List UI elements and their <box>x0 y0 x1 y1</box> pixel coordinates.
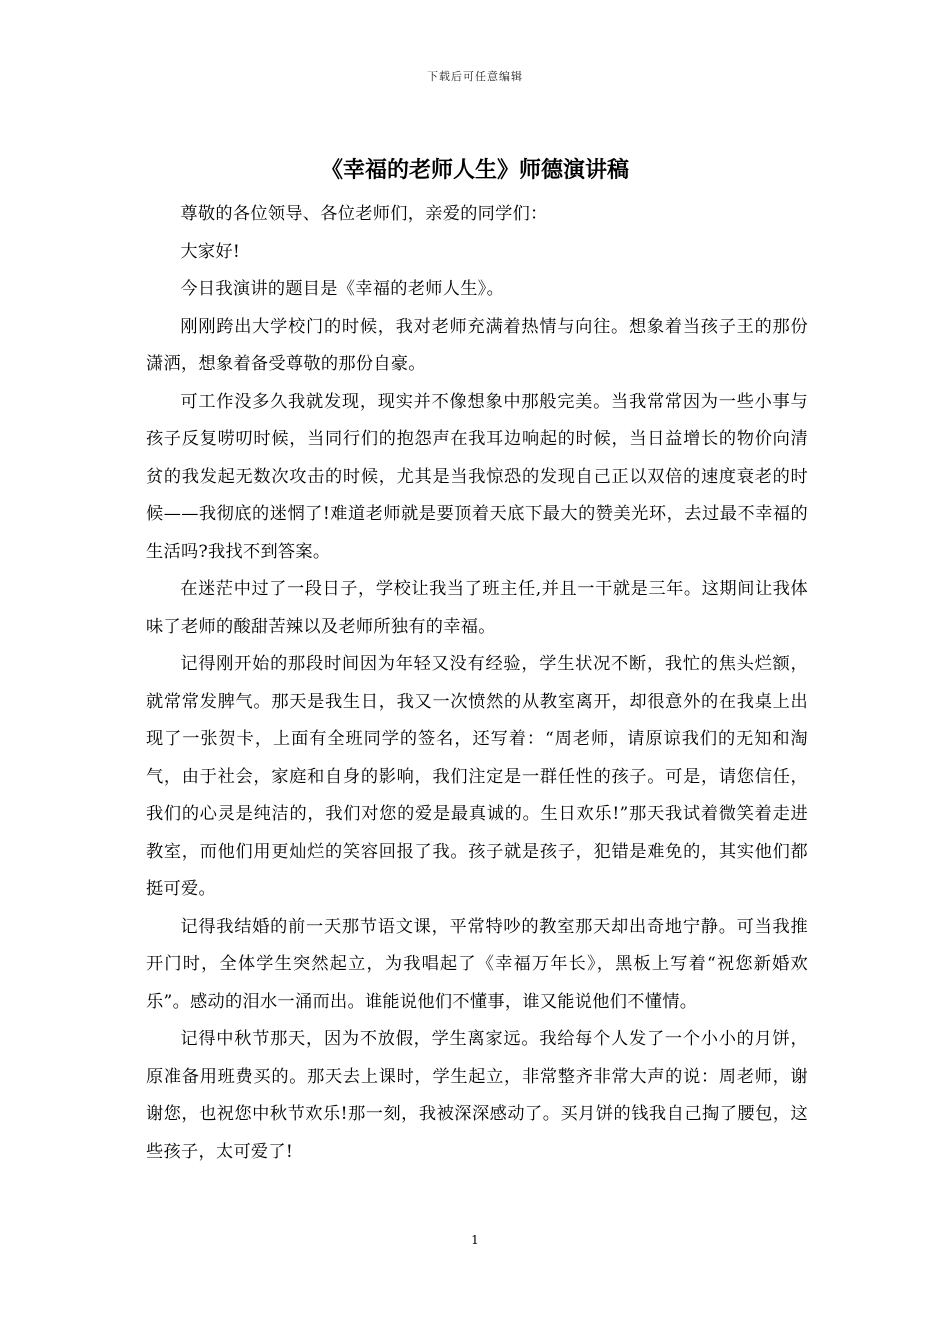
document-title: 《幸福的老师人生》师德演讲稿 <box>320 157 629 183</box>
paragraph-greeting: 尊敬的各位领导、各位老师们，亲爱的同学们： <box>180 204 548 224</box>
page-number: 1 <box>471 1233 479 1247</box>
paragraph: 记得我结婚的前一天那节语文课，平常特吵的教室那天却出奇地宁静。可当我推开门时，全体学生突然起立，为我唱起了《幸福万年长》，黑板上写着“祝您新婚欢乐”。感动的泪水一涌而出。谁能说他们不懂事，谁又能说他们不懂情。 <box>146 916 808 1012</box>
paragraph-topic: 今日我演讲的题目是《幸福的老师人生》。 <box>180 279 505 299</box>
paragraph: 记得中秋节那天，因为不放假，学生离家远。我给每个人发了一个小小的月饼，原准备用班费买的。那天去上课时，学生起立，非常整齐非常大声的说：周老师，谢谢您，也祝您中秋节欢乐!那一刻，我被深深感动了。买月饼的钱我自己掏了腰包，这些孩子，太可爱了! <box>146 1029 808 1162</box>
paragraph-hello: 大家好! <box>180 241 241 262</box>
paragraph: 可工作没多久我就发现，现实并不像想象中那般完美。当我常常因为一些小事与孩子反复唠叨时候，当同行们的抱怨声在我耳边响起的时候，当日益增长的物价向清贫的我发起无数次攻击的时候，尤其是当我惊恐的发现自己正以双倍的速度衰老的时候——我彻底的迷惘了!难道老师就是要顶着天底下最大的赞美光环，去过最不幸福的生活吗?我找不到答案。 <box>146 391 808 562</box>
paragraph: 刚刚跨出大学校门的时候，我对老师充满着热情与向往。想象着当孩子王的那份潇洒，想象着备受尊敬的那份自豪。 <box>146 316 808 374</box>
document-body <box>146 196 808 1171</box>
page-header: 下载后可任意编辑 <box>427 70 523 83</box>
paragraph: 记得刚开始的那段时间因为年轻又没有经验，学生状况不断，我忙的焦头烂额，就常常发脾气。那天是我生日，我又一次愤然的从教室离开，却很意外的在我桌上出现了一张贺卡，上面有全班同学的签名，还写着：“周老师，请原谅我们的无知和淘气，由于社会，家庭和自身的影响，我们注定是一群任性的孩子。可是，请您信任，我们的心灵是纯洁的，我们对您的爱是最真诚的。生日欢乐!”那天我试着微笑着走进教室，而他们用更灿烂的笑容回报了我。孩子就是孩子，犯错是难免的，其实他们都挺可爱。 <box>146 654 808 899</box>
paragraph: 在迷茫中过了一段日子，学校让我当了班主任,并且一干就是三年。这期间让我体味了老师的酸甜苦辣以及老师所独有的幸福。 <box>146 579 808 637</box>
